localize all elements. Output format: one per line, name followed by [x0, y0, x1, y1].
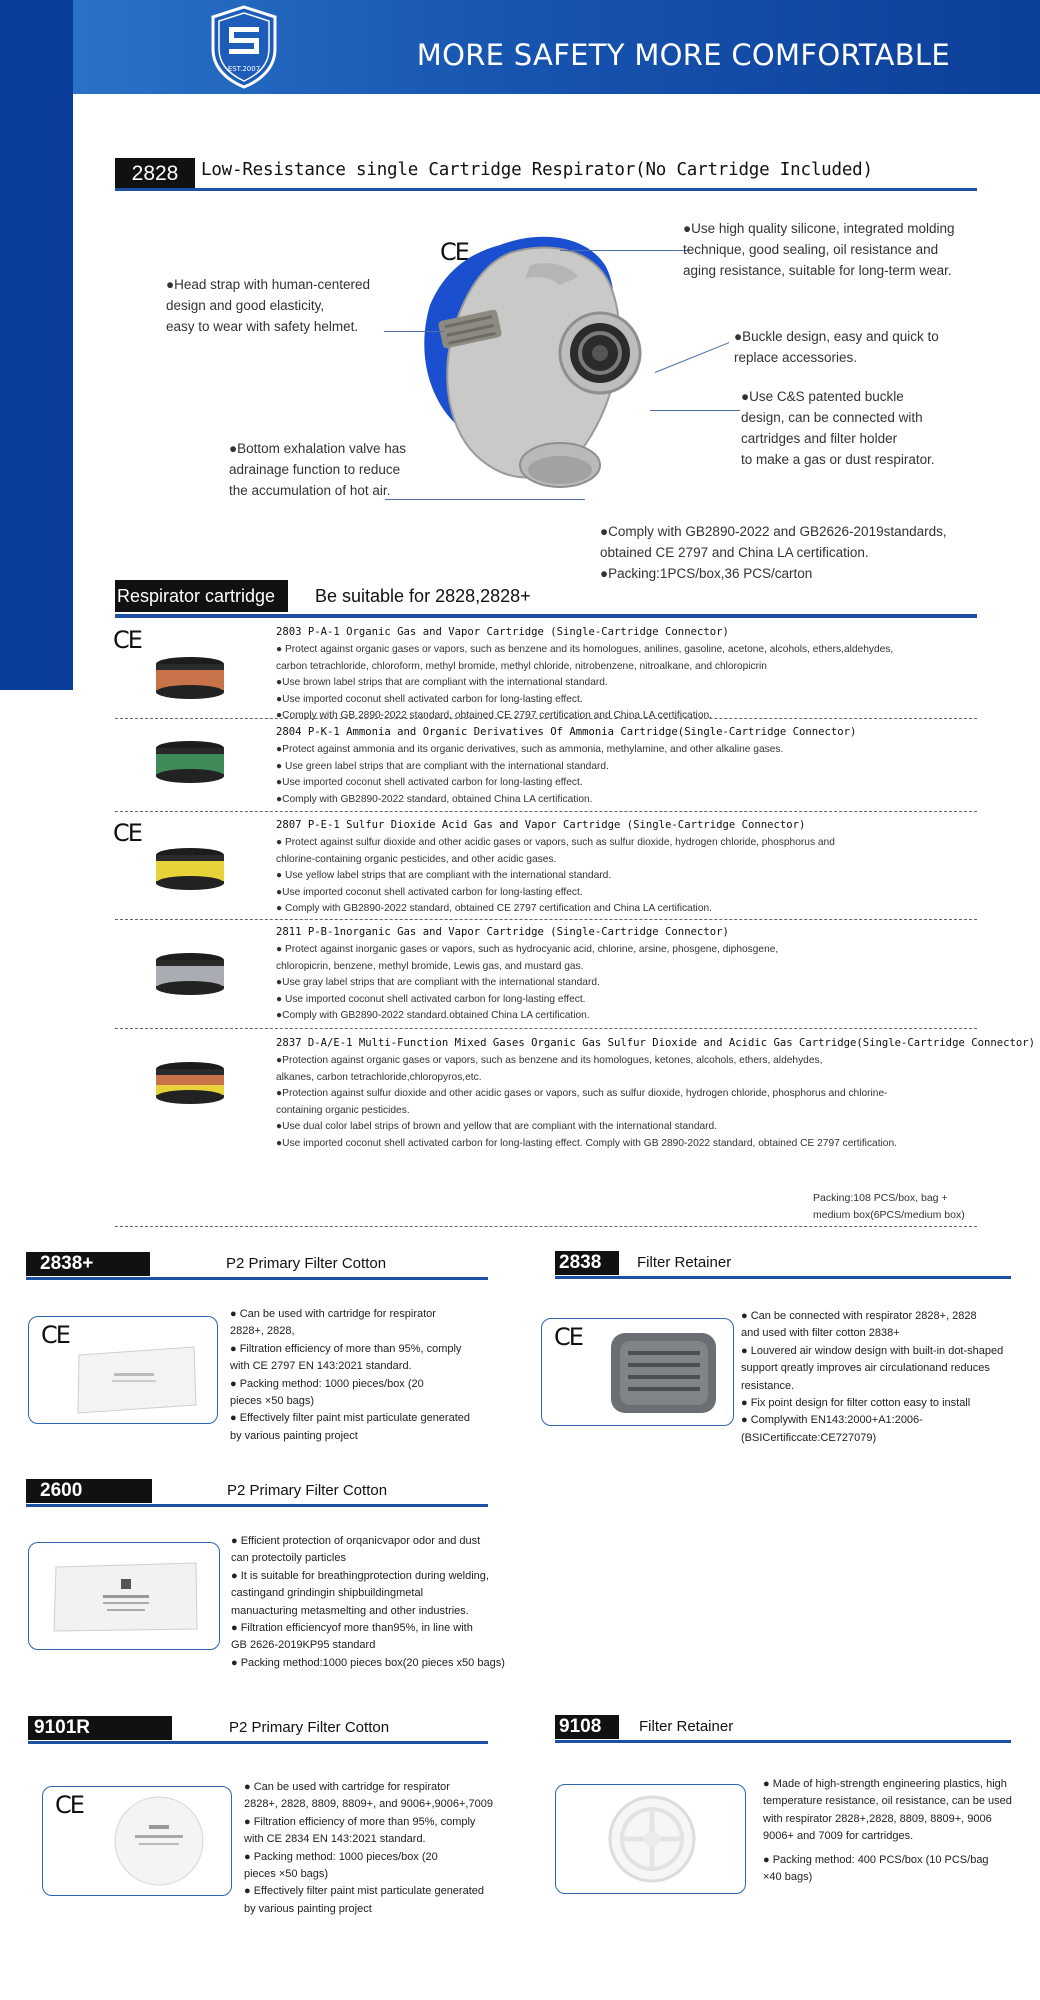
section-2838plus-name: P2 Primary Filter Cotton — [226, 1255, 387, 1272]
ce-mark: CE — [113, 819, 141, 847]
filter-cotton-image — [51, 1559, 201, 1635]
ce-mark: CE — [41, 1321, 69, 1349]
cartridge-2803-desc: ● Protect against organic gases or vapors, such as benzene and its homologues, anilines, gasoline, acetone, alcohols, ethers,aldehydes, carbon tetrachloride, chloroform, methyl bromide, methyl chloride, nitrobenzene, nitroalkane, and chloropicrin ●Use brown label strips that are compliant with the international standard. ●Use imported coconut shell activated carbon for long-lasting effect. ●Comply with GB 2890-2022 standard, obtained CE 2797 certification and China LA certification. — [276, 644, 894, 722]
feature-comply: ●Comply with GB2890-2022 and GB2626-2019standards, obtained CE 2797 and China LA certification. ●Packing:1PCS/box,36 PCS/carton — [600, 524, 947, 581]
filter-retainer-image — [606, 1327, 721, 1419]
section-2838-header — [555, 1251, 1011, 1281]
cartridge-2811 — [115, 926, 977, 1021]
divider — [115, 1028, 977, 1029]
shield-logo-icon — [209, 5, 279, 89]
product-model-badge: 2828 — [115, 158, 195, 190]
header-slogan: MORE SAFETY MORE COMFORTABLE — [416, 38, 950, 72]
section-9108-image-box — [555, 1784, 746, 1894]
section-2838plus-desc: ● Can be used with cartridge for respirator 2828+, 2828, ● Filtration efficiency of more than 95%, comply with CE 2797 EN 143:2021 standard. ● Packing method: 1000 pieces/box (20 pieces ×50 bags) ● Effectively filter paint mist particulate generated by various painting project — [230, 1308, 471, 1442]
product-title-row — [115, 158, 977, 192]
cartridge-2811-desc: ● Protect against inorganic gases or vapors, such as hydrocyanic acid, chlorine, arsine, phosgene, diphosgene, chloropicrin, benzene, methyl bromide, Lewis gas, and mustard gas. ●Use gray label strips that are compliant with the international standard. ● Use imported coconut shell activated carbon for long-lasting effect. ●Comply with GB2890-2022 standard.obtained China LA certification. — [276, 944, 779, 1022]
cartridge-suitable: Be suitable for 2828,2828+ — [315, 586, 531, 606]
callout-line-valve — [385, 499, 585, 500]
section-9101r-image-box — [42, 1786, 232, 1896]
section-9101r-desc: ● Can be used with cartridge for respirator 2828+, 2828, 8809, 8809+, and 9006+,9006+,7009 ● Filtration efficiency of more than 95%, comply with CE 2834 EN 143:2021 standard. ● Packing method: 1000 pieces/box (20 pieces ×50 bags) ● Effectively filter paint mist particulate generated by various painting project — [244, 1781, 493, 1915]
ce-mark: CE — [554, 1323, 582, 1351]
section-2600-model: 2600 — [26, 1479, 152, 1503]
divider — [115, 1226, 977, 1227]
cartridge-2803 — [113, 626, 977, 722]
divider — [115, 811, 977, 812]
page-header — [73, 0, 1040, 94]
ce-mark: CE — [55, 1791, 83, 1819]
divider — [115, 718, 977, 719]
section-2600-desc: ● Efficient protection of orqanicvapor odor and dust can protectoily particles ● It is suitable for breathingprotection during welding, castingand grindingin shipbuildingmetal manuacturing metasmelting and other industries. ● Filtration efficiencyof more than95%, in line with GB 2626-2019KP95 standard ● Packing method:1000 pieces box(20 pieces x50 bags) — [231, 1535, 505, 1669]
cartridge-2811-image — [155, 952, 225, 996]
feature-head-strap: ●Head strap with human-centered design and good elasticity, easy to wear with safety helmet. — [166, 277, 371, 334]
cartridge-label: Respirator cartridge — [115, 580, 288, 612]
round-retainer-image — [606, 1793, 698, 1885]
section-2838-model: 2838 — [555, 1251, 619, 1275]
section-underline — [26, 1277, 488, 1280]
title-underline — [115, 188, 977, 191]
cartridge-2804-title: 2804 P-K-1 Ammonia and Organic Derivatives Of Ammonia Cartridge(Single-Cartridge Connector) — [276, 726, 857, 738]
cartridge-2837-image — [155, 1061, 225, 1105]
section-9101r-model: 9101R — [28, 1716, 172, 1740]
section-underline — [26, 1504, 488, 1507]
cartridge-2803-image — [155, 656, 225, 700]
section-2838-name: Filter Retainer — [637, 1254, 732, 1271]
section-2838-desc: ● Can be connected with respirator 2828+, 2828 and used with filter cotton 2838+ ● Louvered air window design with built-in dot-shaped support qreatly improves air circulationand reduces resistance. ● Fix point design for filter cotton easy to install ● Complywith EN143:2000+A1:2006- (BSICertificcate:CE727079) — [741, 1310, 1004, 1444]
section-2838-image-box — [541, 1318, 734, 1426]
feature-exhalation-valve: ●Bottom exhalation valve has adrainage function to reduce the accumulation of hot air. — [229, 441, 407, 498]
feature-patent: ●Use C&S patented buckle design, can be connected with cartridges and filter holder to make a gas or dust respirator. — [741, 389, 935, 467]
cartridge-underline — [115, 614, 977, 618]
cartridge-2837-title: 2837 D-A/E-1 Multi-Function Mixed Gases Organic Gas Sulfur Dioxide and Acidic Gas Cartridge(Single-Cartridge Connector) — [276, 1037, 1035, 1049]
respirator-mask-image — [410, 225, 680, 515]
callout-line-strap — [384, 331, 444, 332]
section-9108-name: Filter Retainer — [639, 1718, 734, 1735]
section-2600-header — [26, 1479, 488, 1509]
cartridge-2807-desc: ● Protect against sulfur dioxide and other acidic gases or vapors, such as sulfur dioxide, hydrogen chloride, phosphorus and chlorine-containing organic pesticides, and other acidic gases. ● Use yellow label strips that are compliant with the international standard. ●Use imported coconut shell activated carbon for long-lasting effect. ● Comply with GB2890-2022 standard, obtained CE 2797 certification and China LA certification. — [276, 837, 835, 915]
cartridge-2811-title: 2811 P-B-1norganic Gas and Vapor Cartridge (Single-Cartridge Connector) — [276, 926, 729, 938]
cartridge-2807-title: 2807 P-E-1 Sulfur Dioxide Acid Gas and Vapor Cartridge (Single-Cartridge Connector) — [276, 819, 806, 831]
cartridge-2804-desc: ●Protect against ammonia and its organic derivatives, such as ammonia, methylamine, and other alkaline gases. ● Use green label strips that are compliant with the international standard. ●Use imported coconut shell activated carbon for long-lasting effect. ●Comply with GB2890-2022 standard, obtained China LA certification. — [276, 744, 784, 805]
cartridge-2803-title: 2803 P-A-1 Organic Gas and Vapor Cartridge (Single-Cartridge Connector) — [276, 626, 729, 638]
cartridge-2804 — [115, 726, 977, 811]
divider — [115, 919, 977, 920]
feature-buckle: ●Buckle design, easy and quick to replace accessories. — [734, 329, 939, 365]
cartridge-2807 — [115, 819, 977, 914]
filter-cotton-image — [74, 1345, 199, 1415]
logo-est-text: EST.2007 — [227, 65, 261, 73]
callout-line-silicone — [560, 250, 690, 251]
section-underline — [555, 1740, 1011, 1743]
section-2600-name: P2 Primary Filter Cotton — [227, 1482, 388, 1499]
section-9101r-header — [28, 1716, 488, 1746]
section-underline — [28, 1741, 488, 1744]
cartridge-packing-note: Packing:108 PCS/box, bag + medium box(6PCS/medium box) — [813, 1192, 965, 1221]
cartridge-2804-image — [155, 740, 225, 784]
callout-line-patent — [650, 410, 740, 411]
cartridge-2807-image — [155, 847, 225, 891]
product-title: Low-Resistance single Cartridge Respirator(No Cartridge Included) — [201, 160, 873, 180]
cartridge-2837-desc: ●Protection against organic gases or vapors, such as benzene and its homologues, ketones, alcohols, ethers, aldehydes, alkanes, carbon tetrachloride,chloropyros,etc. ●Protection against sulfur dioxide and other acidic gases or vapors, such as sulfur dioxide, hydrogen chloride, phosphorus and chlorine- containing organic pesticides. ●Use dual color label strips of brown and yellow that are compliant with the international standard. ●Use imported coconut shell activated carbon for long-lasting effect. Comply with GB 2890-2022 standard, obtained CE 2797 certification. — [276, 1055, 897, 1149]
cartridge-section-header — [115, 580, 977, 620]
ce-mark: CE — [113, 626, 141, 654]
section-2838plus-model: 2838+ — [26, 1252, 150, 1276]
round-filter-image — [113, 1795, 205, 1887]
left-accent-bar — [0, 0, 73, 690]
ce-mark: CE — [440, 238, 468, 266]
section-underline — [555, 1276, 1011, 1279]
section-2838plus-image-box — [28, 1316, 218, 1424]
section-9108-model: 9108 — [555, 1715, 619, 1739]
section-2600-image-box — [28, 1542, 220, 1650]
section-9108-desc: ● Made of high-strength engineering plastics, high temperature resistance, oil resistance, can be used with respirator 2828+,2828, 8809, 8809+, 9006 9006+ and 7009 for cartridges. ● Packing method: 400 PCS/box (10 PCS/bag ×40 bags) — [763, 1778, 1012, 1884]
cartridge-2837 — [115, 1037, 1035, 1152]
feature-silicone: ●Use high quality silicone, integrated molding technique, good sealing, oil resistance and aging resistance, suitable for long-term wear. — [683, 221, 955, 278]
section-9101r-name: P2 Primary Filter Cotton — [229, 1719, 390, 1736]
section-9108-header — [555, 1715, 1011, 1745]
section-2838plus-header — [26, 1252, 488, 1282]
